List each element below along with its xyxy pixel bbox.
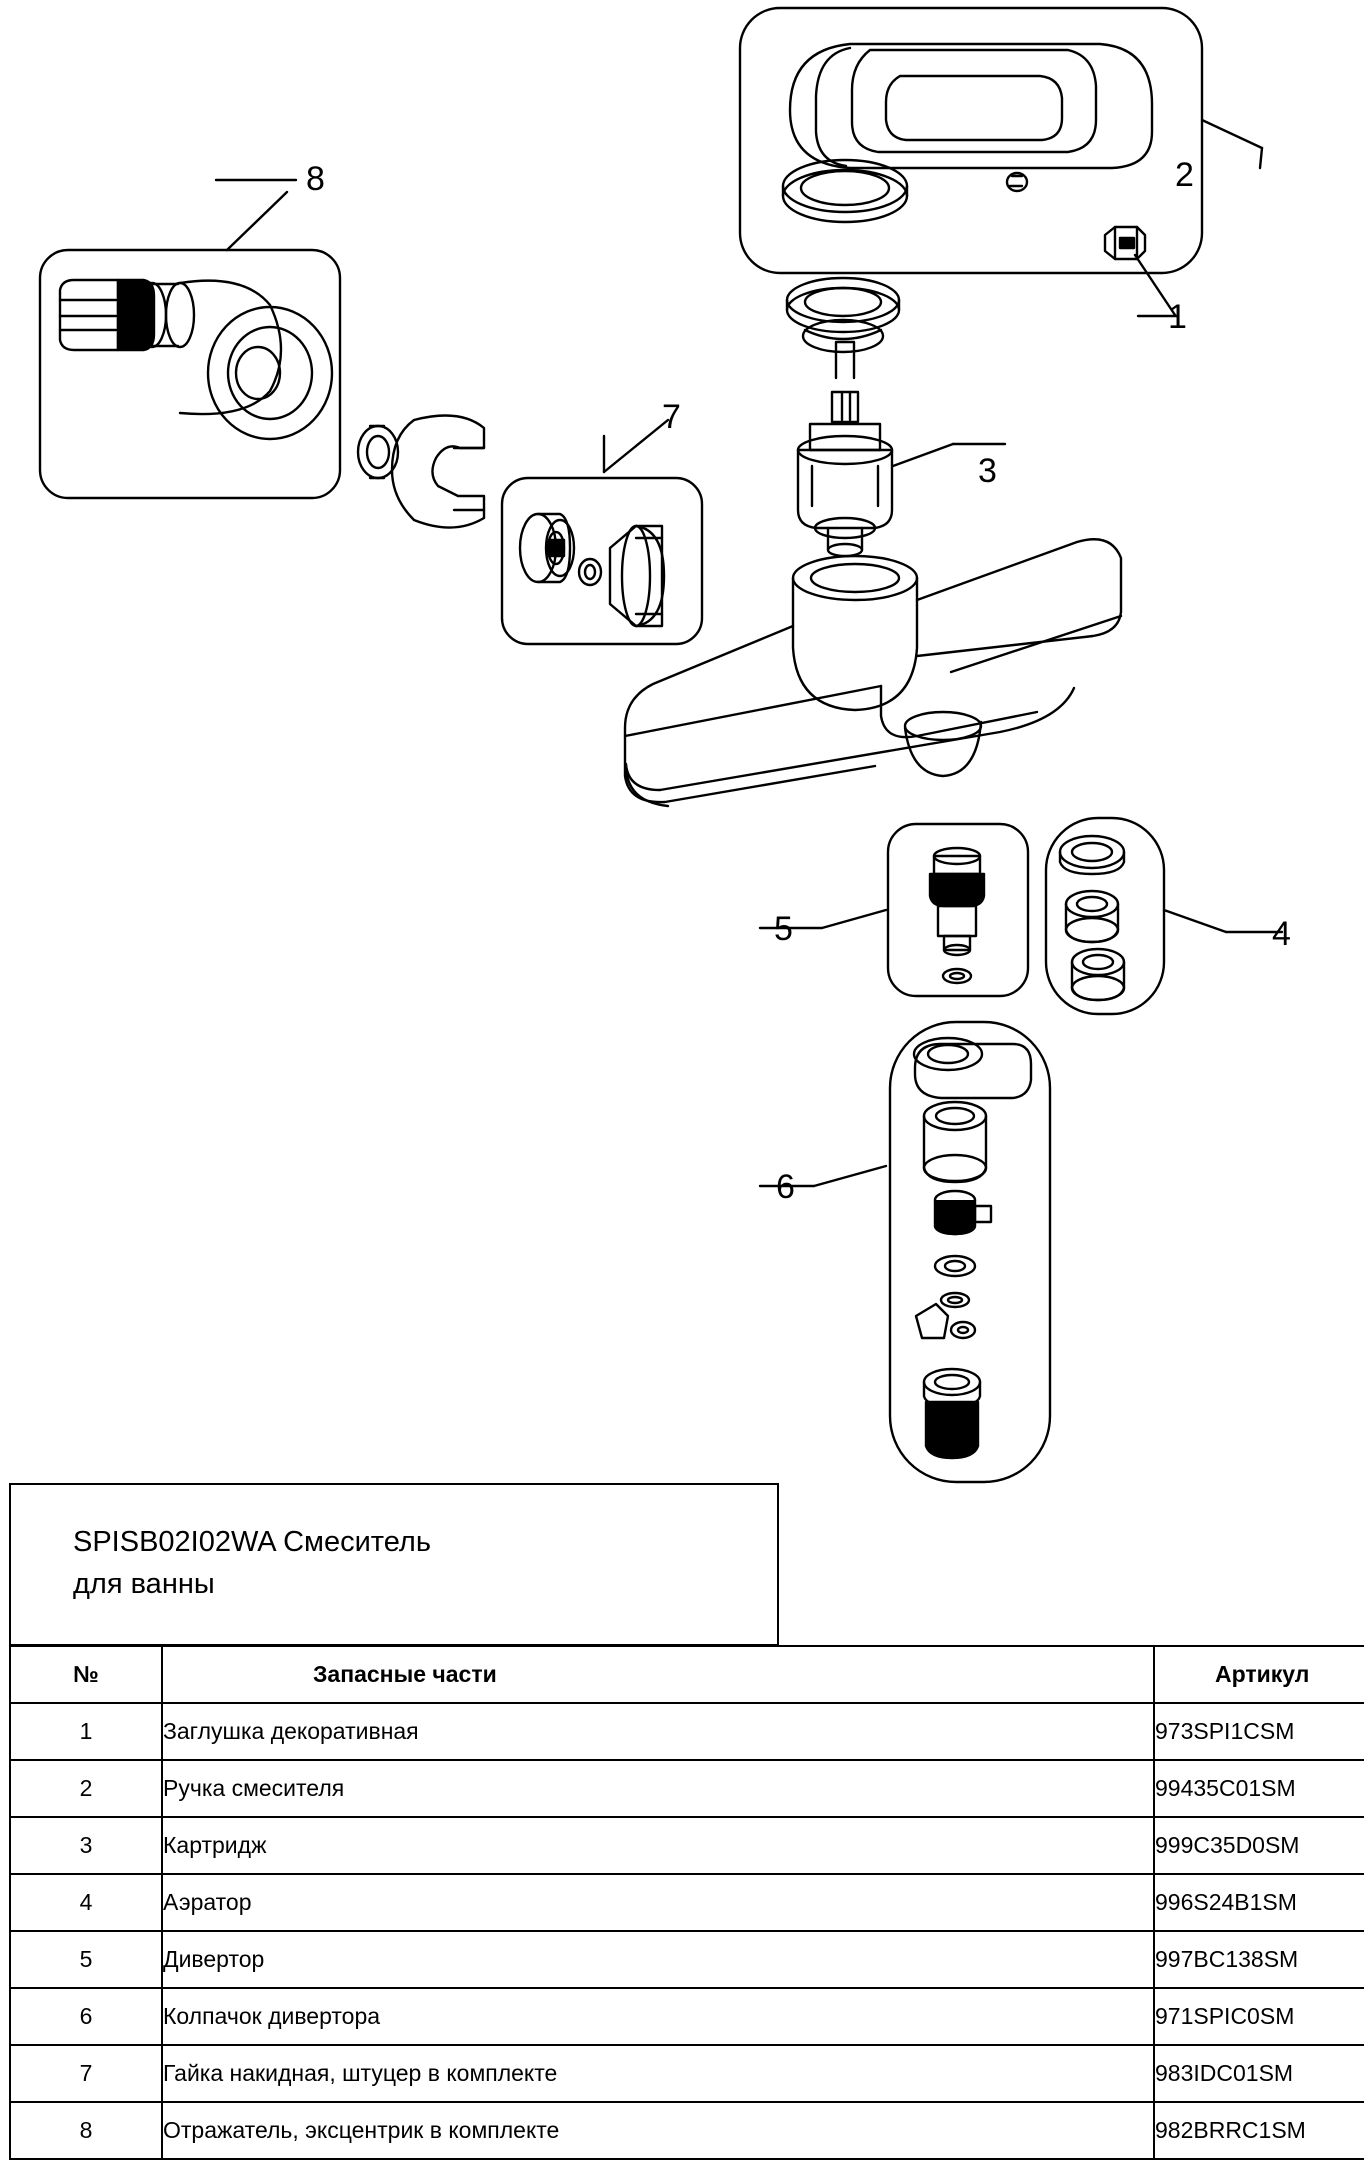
part-group-3 xyxy=(798,342,892,556)
cell-number: 2 xyxy=(10,1760,162,1817)
cell-part-name: Колпачок дивертора xyxy=(162,1988,1154,2045)
table-row xyxy=(10,1931,1364,1988)
part-group-1 xyxy=(1105,227,1145,259)
callout-8: 8 xyxy=(306,160,325,198)
part-group-5 xyxy=(888,824,1028,996)
callout-5: 5 xyxy=(774,910,793,948)
cell-article: 999C35D0SM xyxy=(1154,1817,1364,1874)
header-part-name: Запасные части xyxy=(162,1646,1154,1703)
cell-number: 4 xyxy=(10,1874,162,1931)
faucet-body xyxy=(625,539,1121,806)
cell-number: 8 xyxy=(10,2102,162,2159)
table-row xyxy=(10,1988,1364,2045)
cell-number: 3 xyxy=(10,1817,162,1874)
cell-part-name: Дивертор xyxy=(162,1931,1154,1988)
header-number: № xyxy=(10,1646,162,1703)
callout-2: 2 xyxy=(1175,156,1194,194)
part-group-6 xyxy=(890,1022,1050,1482)
cell-article: 973SPI1CSM xyxy=(1154,1703,1364,1760)
cell-number: 1 xyxy=(10,1703,162,1760)
washer-and-clamp xyxy=(358,416,484,528)
table-row xyxy=(10,1703,1364,1760)
title-block xyxy=(9,1483,779,1646)
table-row xyxy=(10,1760,1364,1817)
cell-part-name: Гайка накидная, штуцер в комплекте xyxy=(162,2045,1154,2102)
cell-article: 982BRRC1SM xyxy=(1154,2102,1364,2159)
spare-parts-table xyxy=(9,1645,1364,2160)
cell-part-name: Ручка смесителя xyxy=(162,1760,1154,1817)
document-title-line2: для ванны xyxy=(73,1568,215,1600)
cell-part-name: Аэратор xyxy=(162,1874,1154,1931)
part-group-2 xyxy=(740,8,1202,273)
header-article: Артикул xyxy=(1154,1646,1364,1703)
cell-number: 6 xyxy=(10,1988,162,2045)
cell-number: 5 xyxy=(10,1931,162,1988)
callout-3: 3 xyxy=(978,452,997,490)
cell-part-name: Картридж xyxy=(162,1817,1154,1874)
callout-6: 6 xyxy=(776,1168,795,1206)
part-group-7 xyxy=(502,478,702,644)
cell-article: 99435C01SM xyxy=(1154,1760,1364,1817)
part-group-4 xyxy=(1046,818,1164,1014)
cell-part-name: Заглушка декоративная xyxy=(162,1703,1154,1760)
document-title-line1: SPISB02I02WA Смеситель xyxy=(73,1526,431,1558)
table-row xyxy=(10,1817,1364,1874)
callout-7: 7 xyxy=(662,398,681,436)
callout-1: 1 xyxy=(1168,298,1187,336)
table-row xyxy=(10,1874,1364,1931)
cell-article: 983IDC01SM xyxy=(1154,2045,1364,2102)
cell-part-name: Отражатель, эксцентрик в комплекте xyxy=(162,2102,1154,2159)
part-group-8 xyxy=(40,250,340,498)
leader-lines xyxy=(216,120,1282,1186)
callout-4: 4 xyxy=(1272,915,1291,953)
table-row xyxy=(10,2045,1364,2102)
cell-article: 997BC138SM xyxy=(1154,1931,1364,1988)
table-header-row xyxy=(10,1646,1364,1703)
document-title xyxy=(73,1521,733,1605)
table-row xyxy=(10,2102,1364,2159)
cell-article: 996S24B1SM xyxy=(1154,1874,1364,1931)
cell-number: 7 xyxy=(10,2045,162,2102)
cell-article: 971SPIC0SM xyxy=(1154,1988,1364,2045)
